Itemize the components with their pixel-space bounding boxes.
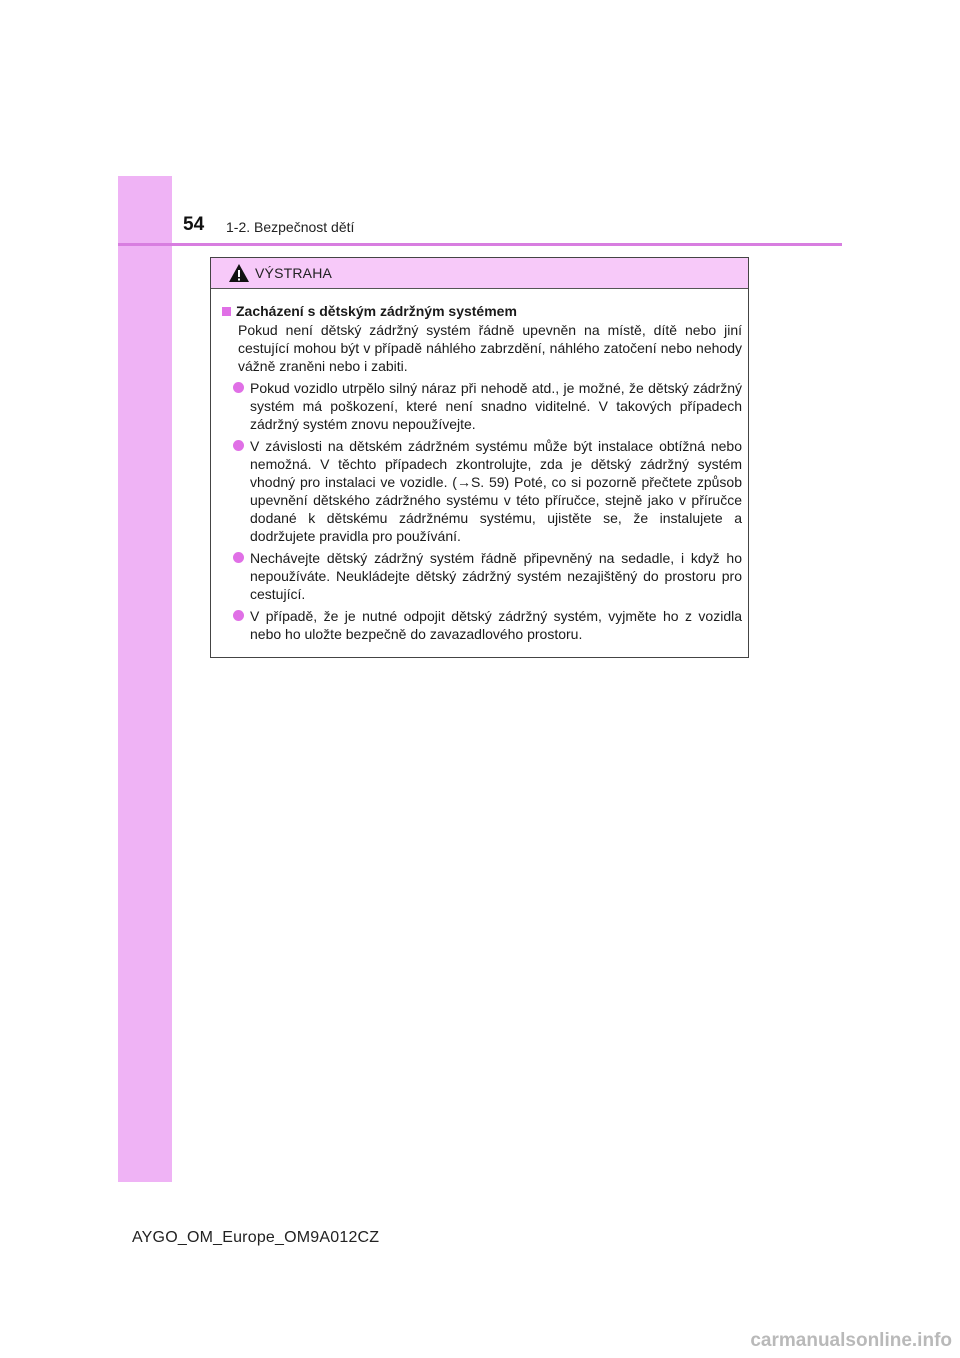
round-bullet-icon (233, 610, 244, 621)
header-divider (118, 243, 842, 246)
warning-label: VÝSTRAHA (255, 265, 333, 281)
site-watermark: carmanualsonline.info (750, 1330, 952, 1351)
round-bullet-icon (233, 440, 244, 451)
warning-item (250, 379, 742, 433)
document-code: AYGO_OM_Europe_OM9A012CZ (132, 1229, 380, 1246)
warning-item-text: Pokud vozidlo utrpělo silný náraz při nehodě atd., je možné, že dětský zádržný systém má poškození, které není snadno viditelné. V takových případech zádržný systém znovu nepoužívejte. (250, 380, 742, 432)
side-color-band (118, 176, 172, 1182)
warning-intro: Pokud není dětský zádržný systém řádně upevněn na místě, dítě nebo jiní cestující mohou být v případě náhlého zabrzdění, náhlého zatočení nebo nehody vážně zraněni nebo i zabiti. (238, 322, 742, 374)
warning-item-text: V závislosti na dětském zádržném systému může být instalace obtížná nebo nemožná. V těchto případech zkontrolujte, zda je dětský zádržný systém vhodný pro instalaci ve vozidle. (→S. 59) Poté, co si pozorně přečtete způsob upevnění dětského zádržného systému v této příručce, stejně jako v příručce dodané k dětskému zádržnému systému, ujistěte se, že instalujete a dodržujete pravidla pro používání. (250, 438, 742, 544)
warning-item (250, 549, 742, 603)
warning-item (250, 607, 742, 643)
warning-item-text: V případě, že je nutné odpojit dětský zádržný systém, vyjměte ho z vozidla nebo ho uložte bezpečně do zavazadlového prostoru. (250, 608, 742, 642)
round-bullet-icon (233, 382, 244, 393)
section-title: 1-2. Bezpečnost dětí (226, 219, 355, 235)
warning-body (211, 289, 748, 643)
warning-triangle-icon (228, 263, 250, 283)
warning-item-text: Nechávejte dětský zádržný systém řádně připevněný na sedadle, i když ho nepoužíváte. Neukládejte dětský zádržný systém nezajištěný do prostoru pro cestující. (250, 550, 742, 602)
round-bullet-icon (233, 552, 244, 563)
warning-item (250, 437, 742, 545)
warning-box (210, 257, 749, 658)
warning-heading (219, 302, 742, 320)
square-bullet-icon (222, 307, 231, 316)
warning-heading-text: Zacházení s dětským zádržným systémem (236, 303, 517, 319)
warning-header (211, 258, 748, 289)
page-number: 54 (183, 214, 205, 235)
